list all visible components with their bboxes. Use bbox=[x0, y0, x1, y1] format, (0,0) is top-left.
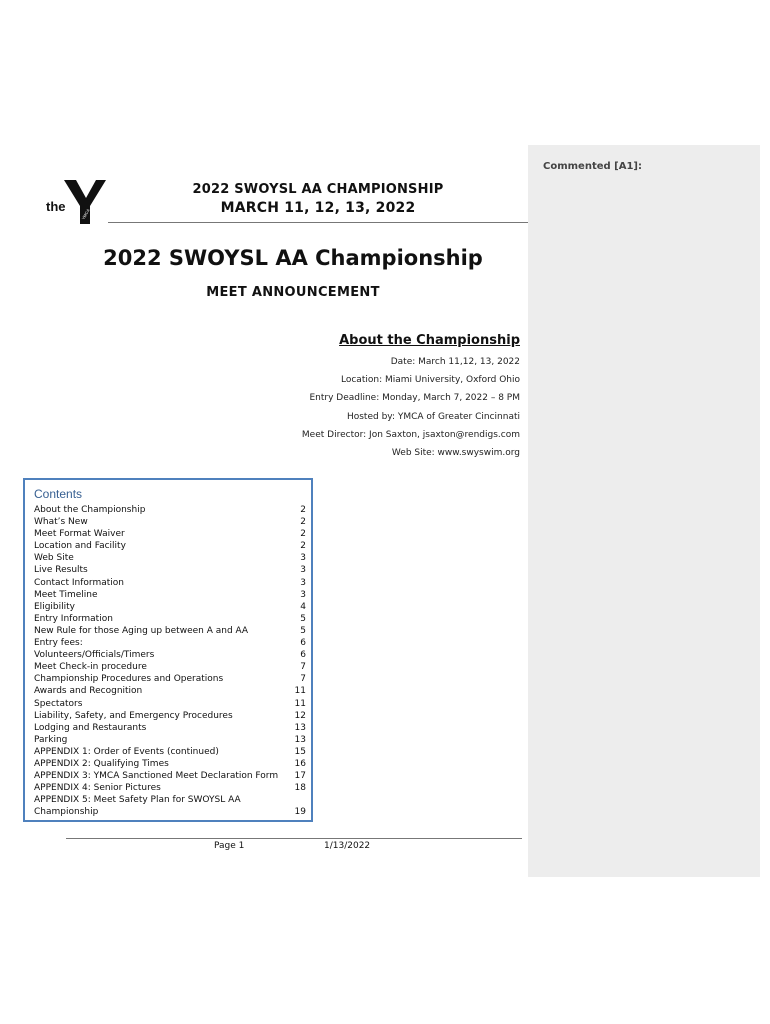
toc-entry-page: 15 bbox=[294, 746, 306, 757]
toc-entry-page: 18 bbox=[294, 783, 306, 794]
toc-entry[interactable] bbox=[34, 528, 308, 540]
ymca-logo bbox=[40, 176, 112, 228]
toc-entry-text: Contact Information bbox=[34, 577, 124, 588]
header-line-1: 2022 SWOYSL AA CHAMPIONSHIP bbox=[192, 182, 444, 197]
toc-entry[interactable] bbox=[34, 552, 308, 564]
toc-entry[interactable] bbox=[34, 625, 308, 637]
toc-entry[interactable] bbox=[34, 649, 308, 661]
toc-entry-text: APPENDIX 2: Qualifying Times bbox=[34, 758, 169, 769]
toc-entry-text: Awards and Recognition bbox=[34, 686, 143, 697]
about-date: Date: March 11,12, 13, 2022 bbox=[390, 357, 520, 367]
toc-entry-page: 6 bbox=[300, 638, 306, 649]
toc-entry-page: 16 bbox=[294, 758, 306, 769]
comment-label[interactable]: Commented [A1]: bbox=[543, 161, 642, 172]
toc-entry-text: What’s New bbox=[34, 517, 88, 528]
about-website[interactable]: Web Site: www.swyswim.org bbox=[391, 447, 520, 458]
toc-entry[interactable] bbox=[34, 564, 308, 576]
toc-entry-text: APPENDIX 3: YMCA Sanctioned Meet Declaration Form bbox=[34, 771, 279, 782]
toc-entry-text: Parking bbox=[34, 734, 68, 745]
toc-entry[interactable] bbox=[34, 637, 308, 649]
toc-entry-page: 12 bbox=[294, 710, 306, 721]
toc-entry[interactable] bbox=[34, 540, 308, 552]
toc-entry-text: Entry fees: bbox=[34, 638, 83, 649]
toc-entry-text: Lodging and Restaurants bbox=[34, 722, 147, 733]
toc-entry-page: 13 bbox=[294, 722, 306, 733]
toc-entry-text: APPENDIX 1: Order of Events (continued) bbox=[34, 746, 219, 757]
toc-entry-page: 4 bbox=[300, 601, 306, 612]
toc-entry-text: Meet Timeline bbox=[34, 589, 98, 600]
toc-entry[interactable] bbox=[34, 698, 308, 710]
header-line-2: MARCH 11, 12, 13, 2022 bbox=[220, 200, 416, 216]
toc-entry-text: Spectators bbox=[34, 698, 83, 709]
toc-entry-page: 5 bbox=[300, 613, 306, 624]
toc-entry[interactable] bbox=[34, 758, 308, 770]
toc-entry-text: APPENDIX 5: Meet Safety Plan for SWOYSL AA Championship bbox=[34, 795, 241, 818]
about-entry-deadline: Entry Deadline: Monday, March 7, 2022 – 8 PM bbox=[309, 393, 520, 404]
toc-entry[interactable] bbox=[34, 746, 308, 758]
toc-entry-page: 17 bbox=[294, 771, 306, 782]
toc-entry-page: 2 bbox=[300, 517, 306, 528]
toc-entry[interactable] bbox=[34, 710, 308, 722]
logo-small: YMCA bbox=[80, 207, 91, 221]
page-subtitle: MEET ANNOUNCEMENT bbox=[206, 285, 380, 300]
about-heading: About the Championship bbox=[339, 333, 520, 348]
toc-entry-text: About the Championship bbox=[34, 505, 146, 515]
toc-entry-text: Liability, Safety, and Emergency Procedures bbox=[34, 710, 233, 721]
toc-entry-text: APPENDIX 4: Senior Pictures bbox=[34, 783, 161, 794]
toc-entry-page: 19 bbox=[294, 807, 306, 818]
toc-entry-page: 7 bbox=[300, 674, 306, 685]
toc-entry[interactable] bbox=[34, 613, 308, 625]
toc-entry[interactable] bbox=[34, 516, 308, 528]
toc-entry-text: Web Site bbox=[34, 553, 74, 564]
toc-entry-page: 2 bbox=[300, 505, 306, 515]
toc-heading: Contents bbox=[34, 487, 83, 501]
footer-page-number: Page 1 bbox=[214, 841, 245, 851]
about-location: Location: Miami University, Oxford Ohio bbox=[341, 375, 520, 386]
toc-entry[interactable] bbox=[34, 794, 308, 818]
toc-entry-page: 3 bbox=[300, 553, 306, 564]
toc-entry[interactable] bbox=[34, 734, 308, 746]
toc-entry-page: 11 bbox=[294, 686, 306, 697]
toc-entry-page: 13 bbox=[294, 734, 306, 745]
toc-entry-text: Championship Procedures and Operations bbox=[34, 674, 224, 685]
about-host: Hosted by: YMCA of Greater Cincinnati bbox=[346, 411, 520, 422]
toc-entry-page: 7 bbox=[300, 662, 306, 673]
toc-entry[interactable] bbox=[34, 722, 308, 734]
logo-text: the bbox=[46, 199, 66, 214]
about-details bbox=[250, 353, 520, 462]
header-divider bbox=[108, 222, 528, 223]
toc-entry-page: 3 bbox=[300, 565, 306, 576]
toc-entry[interactable] bbox=[34, 770, 308, 782]
toc-entry-page: 3 bbox=[300, 577, 306, 588]
toc-entry-page: 11 bbox=[294, 698, 306, 709]
footer-divider bbox=[66, 838, 522, 839]
toc-entry[interactable] bbox=[34, 673, 308, 685]
footer-date: 1/13/2022 bbox=[324, 841, 371, 851]
toc-entry[interactable] bbox=[34, 685, 308, 697]
toc-entry-text: Eligibility bbox=[34, 601, 75, 612]
toc-entry[interactable] bbox=[34, 577, 308, 589]
toc-entry-text: Volunteers/Officials/Timers bbox=[34, 650, 155, 661]
toc-entry-page: 2 bbox=[300, 529, 306, 540]
toc-entry[interactable] bbox=[34, 589, 308, 601]
toc-entry[interactable] bbox=[34, 782, 308, 794]
about-meet-director[interactable]: Meet Director: Jon Saxton, jsaxton@rendigs.com bbox=[301, 429, 520, 440]
toc-entry-page: 6 bbox=[300, 650, 306, 661]
toc-entry[interactable] bbox=[34, 661, 308, 673]
toc-entry[interactable] bbox=[34, 504, 308, 516]
toc-entry-page: 2 bbox=[300, 541, 306, 552]
comment-margin-pane bbox=[528, 145, 760, 877]
toc-entry-page: 5 bbox=[300, 625, 306, 636]
toc-list bbox=[34, 504, 308, 818]
header-title bbox=[108, 180, 528, 218]
toc-entry-text: Live Results bbox=[34, 565, 88, 576]
toc-entry-text: Meet Check-in procedure bbox=[34, 662, 147, 673]
toc-entry-page: 3 bbox=[300, 589, 306, 600]
toc-entry-text: Location and Facility bbox=[34, 541, 126, 552]
toc-entry-text: Entry Information bbox=[34, 613, 113, 624]
page-title: 2022 SWOYSL AA Championship bbox=[103, 246, 483, 270]
toc-entry-text: New Rule for those Aging up between A and AA bbox=[34, 625, 249, 636]
toc-entry-text: Meet Format Waiver bbox=[34, 529, 125, 540]
toc-entry[interactable] bbox=[34, 601, 308, 613]
